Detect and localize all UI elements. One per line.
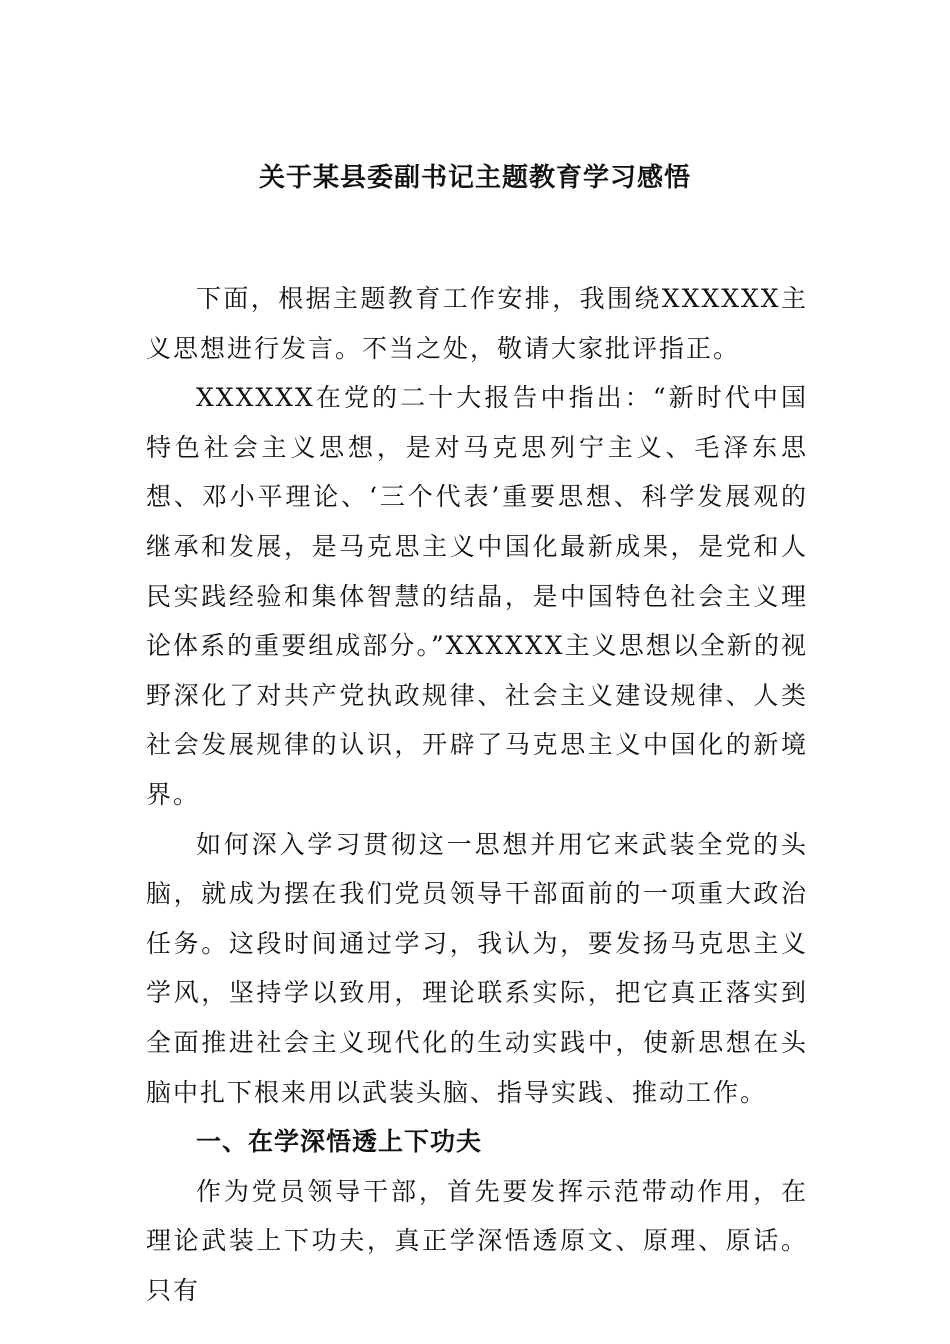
document-body: [146, 274, 808, 1315]
section-heading: 一、在学深悟透上下功夫: [196, 1127, 483, 1157]
paragraph-study-task: 如何深入学习贯彻这一思想并用它来武装全党的头脑，就成为摆在我们党员领导干部面前的一项重大政治任务。这段时间通过学习，我认为，要发扬马克思主义学风，坚持学以致用，理论联系实际，把它真正落实到全面推进社会主义现代化的生动实践中，使新思想在头脑中扎下根来用以武装头脑、指导实践、推动工作。: [146, 829, 808, 1107]
paragraph-intro: 下面，根据主题教育工作安排，我围绕XXXXXX主义思想进行发言。不当之处，敬请大家批评指正。: [146, 284, 808, 363]
document-title: 关于某县委副书记主题教育学习感悟: [258, 163, 691, 193]
paragraph-report-quote: XXXXXX在党的二十大报告中指出：“新时代中国特色社会主义思想，是对马克思列宁主义、毛泽东思想、邓小平理论、‘三个代表’重要思想、科学发展观的继承和发展，是马克思主义中国化最新成果，是党和人民实践经验和集体智慧的结晶，是中国特色社会主义理论体系的重要组成部分。”XXXXXX主义思想以全新的视野深化了对共产党执政规律、社会主义建设规律、人类社会发展规律的认识，开辟了马克思主义中国化的新境界。: [146, 383, 808, 809]
paragraph-section-one: 作为党员领导干部，首先要发挥示范带动作用，在理论武装上下功夫，真正学深悟透原文、原理、原话。只有: [146, 1176, 808, 1305]
